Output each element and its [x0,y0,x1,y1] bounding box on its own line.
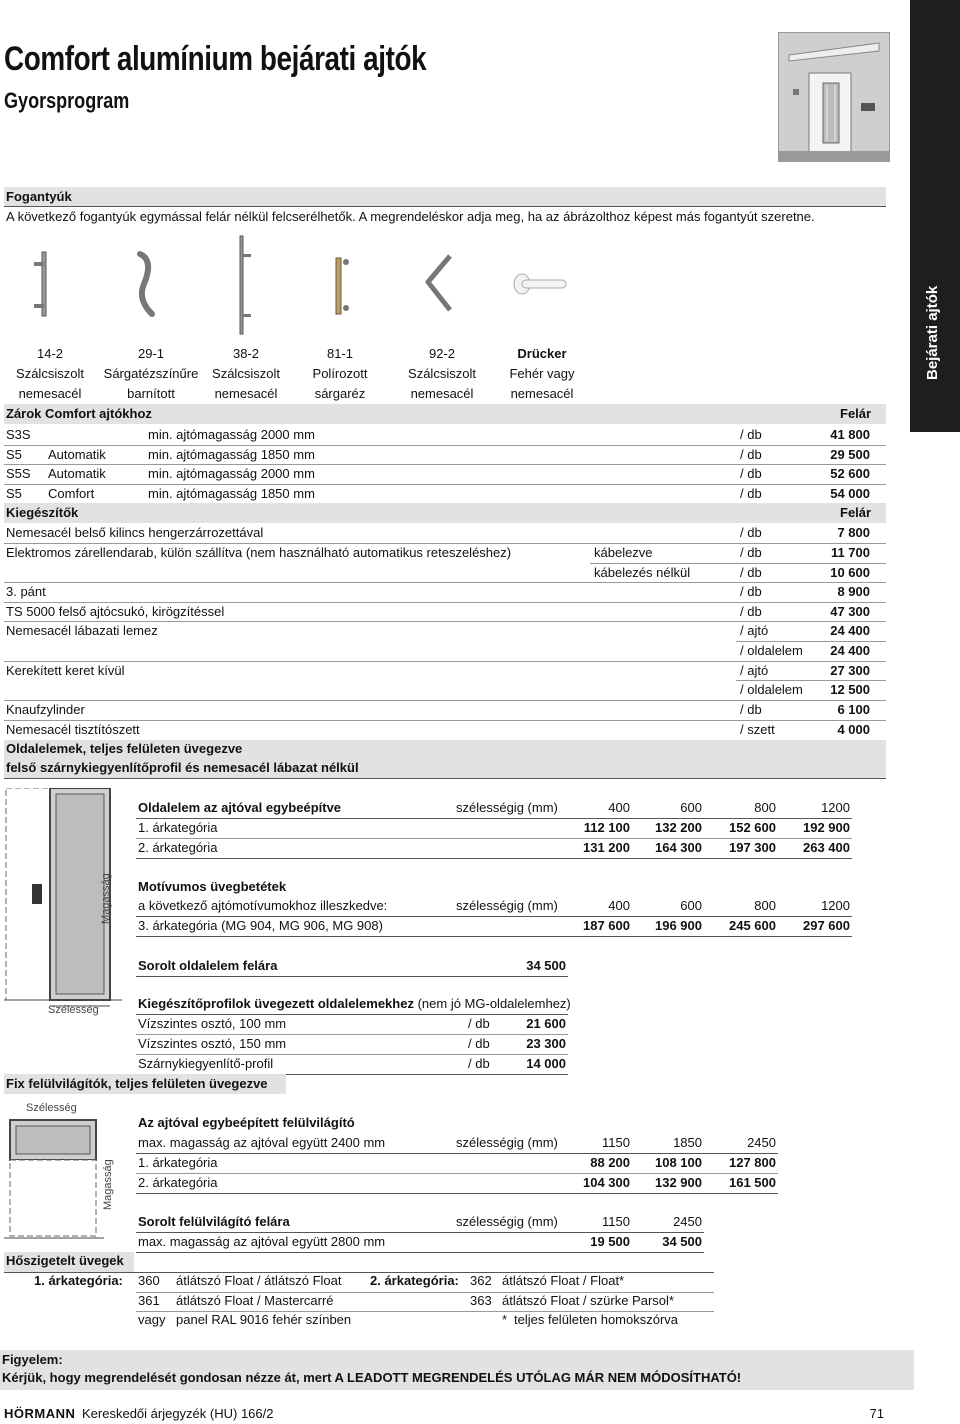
profile-unit: / db [468,1016,490,1031]
price-value: 164 300 [655,840,702,855]
price-value: 152 600 [729,820,776,835]
price-value: 187 600 [583,918,630,933]
accessory-unit: / oldalelem [740,643,803,658]
price-value: 192 900 [803,820,850,835]
width-value: 600 [680,898,702,913]
handle-line2: nemesacél [510,386,574,401]
glass-desc: átlátszó Float / átlátszó Float [176,1273,342,1288]
magassag-label: Magasság [100,873,112,924]
handle-code: 81-1 [326,346,354,361]
lock-price: 54 000 [830,486,870,501]
fogantyuk-heading: Fogantyúk [6,189,72,204]
accessory-price: 7 800 [837,525,870,540]
lock-type: Automatik [48,466,106,481]
profile-label: Vízszintes osztó, 150 mm [138,1036,287,1051]
handle-38-2-icon [228,234,258,336]
lock-note: min. ajtómagasság 1850 mm [148,486,315,501]
accessory-price: 8 900 [837,584,870,599]
price-value: 131 200 [583,840,630,855]
glass-code: * [502,1312,508,1327]
lock-code: S5 [6,486,22,501]
block-title: Motívumos üvegbetétek [138,879,287,894]
handle-code: 92-2 [428,346,456,361]
profile-unit: / db [468,1056,490,1071]
price-value: 245 600 [729,918,776,933]
glass-desc: átlátszó Float / Float* [502,1273,625,1288]
accessory-name: Elektromos zárellendarab, külön szállítva (nem használható automatikus reteszeléshez) [6,545,512,560]
glass-category-2: 2. árkategória: [370,1273,459,1288]
width-value: 2450 [747,1135,776,1150]
glass-desc: átlátszó Float / szürke Parsol* [502,1293,674,1308]
profile-label: Vízszintes osztó, 100 mm [138,1016,287,1031]
profile-label: Szárnykiegyenlítő-profil [138,1056,274,1071]
accessory-unit: / db [740,525,762,540]
width-value: 600 [680,800,702,815]
width-value: 400 [608,898,630,913]
glass-desc: teljes felületen homokszórva [514,1312,679,1327]
profile-unit: / db [468,1036,490,1051]
handle-code: 14-2 [36,346,64,361]
accessory-price: 24 400 [830,623,870,638]
accessory-price: 27 300 [830,663,870,678]
price-value: 197 300 [729,840,776,855]
handle-line1: Polírozott [312,366,368,381]
handle-line2: nemesacél [18,386,82,401]
page-number: 71 [869,1406,884,1421]
block-unit: szélességig (mm) [456,898,558,913]
lock-type: Comfort [48,486,95,501]
glass-category-1: 1. árkategória: [34,1273,123,1288]
handle-line1: Szálcsiszolt [16,366,84,381]
handle-14-2-icon [30,248,60,318]
price-value: 88 200 [590,1155,630,1170]
accessory-price: 47 300 [830,604,870,619]
accessory-name: Nemesacél tisztítószett [6,722,140,737]
price-category: 2. árkategória [138,840,218,855]
handle-line2: sárgaréz [314,386,366,401]
handle-line2: barnított [127,386,175,401]
price-value: 297 600 [803,918,850,933]
accessory-unit: / ajtó [740,623,769,638]
price-value: 196 900 [655,918,702,933]
width-value: 800 [754,898,776,913]
felulvilagitok-heading: Fix felülvilágítók, teljes felületen üvegezve [6,1076,268,1091]
figyelem-heading: Figyelem: [2,1352,63,1367]
width-value: 400 [608,800,630,815]
glass-desc: panel RAL 9016 fehér színben [176,1312,352,1327]
lock-unit: / db [740,466,762,481]
accessory-price: 24 400 [830,643,870,658]
szelesseg-label: Szélesség [48,1004,99,1016]
price-value: 161 500 [729,1175,776,1190]
felulvilagito-szelesseg-label: Szélesség [26,1102,77,1114]
price-category: 1. árkategória [138,820,218,835]
kiegeszitok-felar: Felár [840,505,872,520]
figyelem-text: Kérjük, hogy megrendelését gondosan nézze át, mert A LEADOTT MEGRENDELÉS UTÓLAG MÁR NEM MÓDOSÍTHATÓ! [2,1370,742,1385]
zarok-felar: Felár [840,406,872,421]
block-unit: szélességig (mm) [456,1135,558,1150]
accessory-unit: / db [740,545,762,560]
accessory-unit: / db [740,565,762,580]
lock-price: 41 800 [830,427,870,442]
profile-price: 21 600 [526,1016,566,1031]
price-value: 263 400 [803,840,850,855]
block-subtitle: max. magasság az ajtóval együtt 2400 mm [138,1135,386,1150]
handle-line2: nemesacél [214,386,278,401]
accessory-name: Nemesacél lábazati lemez [6,623,158,638]
footer-text: Kereskedői árjegyzék (HU) 166/2 [82,1406,274,1421]
lock-code: S5S [6,466,31,481]
glass-code: 361 [138,1293,160,1308]
accessory-price: 6 100 [837,702,870,717]
handle-81-1-icon [326,252,356,318]
accessory-unit: / db [740,702,762,717]
price-value: 132 200 [655,820,702,835]
block-title: Kiegészítőprofilok üvegezett oldalelemekhez [138,996,414,1011]
accessory-option: kábelezés nélkül [594,565,691,580]
lock-price: 52 600 [830,466,870,481]
price-value: 108 100 [655,1155,702,1170]
lock-type: Automatik [48,447,106,462]
width-value: 1200 [821,800,850,815]
handle-drucker-icon [510,270,570,300]
block-title: Sorolt felülvilágító felára [138,1214,290,1229]
lock-code: S3S [6,427,31,442]
accessory-name: Nemesacél belső kilincs hengerzárrozettával [6,525,264,540]
lock-code: S5 [6,447,22,462]
glass-code: 360 [138,1273,160,1288]
accessory-price: 10 600 [830,565,870,580]
width-value: 800 [754,800,776,815]
accessory-price: 12 500 [830,682,870,697]
block-unit: szélességig (mm) [456,800,558,815]
handle-line2: nemesacél [410,386,474,401]
accessory-name: TS 5000 felső ajtócsukó, kirögzítéssel [6,604,225,619]
side-tab [910,0,960,432]
handle-line1: Szálcsiszolt [408,366,476,381]
accessory-price: 11 700 [830,545,870,560]
uvegek-heading: Hőszigetelt üvegek [6,1253,124,1268]
oldalelemek-heading: Oldalelemek, teljes felületen üvegezve [6,741,243,756]
block-title: Oldalelem az ajtóval egybeépítve [138,800,342,815]
price-value: 19 500 [590,1234,630,1249]
handle-29-1-icon [128,250,158,320]
zarok-heading: Zárok Comfort ajtókhoz [6,406,152,421]
block-subtitle: max. magasság az ajtóval együtt 2800 mm [138,1234,386,1249]
accessory-unit: / szett [740,722,775,737]
kiegeszitok-heading: Kiegészítők [6,505,79,520]
glass-desc: átlátszó Float / Mastercarré [176,1293,334,1308]
handle-code: 38-2 [232,346,260,361]
price-category: 2. árkategória [138,1175,218,1190]
lock-unit: / db [740,486,762,501]
accessory-unit: / db [740,584,762,599]
accessory-option: kábelezve [594,545,653,560]
felulvilagito-magassag-label: Magasság [102,1159,114,1210]
profile-price: 14 000 [526,1056,566,1071]
price-value: 112 100 [583,820,630,835]
price-value: 127 800 [729,1155,776,1170]
lock-note: min. ajtómagasság 2000 mm [148,466,315,481]
sorolt-oldalelem-price: 34 500 [526,958,566,973]
accessory-unit: / ajtó [740,663,769,678]
accessory-name: 3. pánt [6,584,46,599]
door-photo-icon [779,33,889,161]
width-value: 1200 [821,898,850,913]
price-category: 1. árkategória [138,1155,218,1170]
side-tab-label: Bejárati ajtók [924,285,941,380]
glass-code: 362 [470,1273,492,1288]
accessory-unit: / oldalelem [740,682,803,697]
accessory-name: Kerekített keret kívül [6,663,125,678]
glass-code: 363 [470,1293,492,1308]
handle-code: 29-1 [137,346,165,361]
footer-brand-logo: HÖRMANN [4,1406,76,1421]
width-value: 1150 [602,1135,630,1150]
block-subtitle: a következő ajtómotívumokhoz illeszkedve: [138,898,388,913]
lock-note: min. ajtómagasság 1850 mm [148,447,315,462]
profile-price: 23 300 [526,1036,566,1051]
page-title: Comfort alumínium bejárati ajtók [4,40,427,78]
handle-code: Drücker [517,346,567,361]
accessory-unit: / db [740,604,762,619]
accessory-name: Knaufzylinder [6,702,85,717]
lock-unit: / db [740,427,762,442]
price-value: 132 900 [655,1175,702,1190]
oldalelemek-subheading: felső szárnykiegyenlítőprofil és nemesacél lábazat nélkül [6,760,359,775]
price-category: 3. árkategória (MG 904, MG 906, MG 908) [138,918,383,933]
width-value: 1850 [673,1135,702,1150]
block-title: Az ajtóval egybeépített felülvilágító [138,1115,355,1130]
lock-price: 29 500 [830,447,870,462]
handle-line1: Fehér vagy [509,366,575,381]
lock-unit: / db [740,447,762,462]
sorolt-oldalelem-label: Sorolt oldalelem felára [138,958,278,973]
glass-code: vagy [138,1312,166,1327]
price-value: 104 300 [583,1175,630,1190]
handle-line1: Szálcsiszolt [212,366,280,381]
accessory-price: 4 000 [837,722,870,737]
page-subtitle: Gyorsprogram [4,88,130,113]
fogantyuk-intro: A következő fogantyúk egymással felár nélkül felcserélhetők. A megrendeléskor adja meg, ha az ábrázolthoz képest más fogantyút szeretne. [6,209,815,224]
door-photo [778,32,890,162]
lock-note: min. ajtómagasság 2000 mm [148,427,315,442]
width-value: 1150 [602,1214,630,1229]
block-unit: szélességig (mm) [456,1214,558,1229]
handle-92-2-icon [422,252,458,316]
handle-line1: Sárgatézszínűre [103,366,199,381]
block-title-note: (nem jó MG-oldalelemhez) [417,996,571,1011]
price-value: 34 500 [662,1234,702,1249]
width-value: 2450 [673,1214,702,1229]
